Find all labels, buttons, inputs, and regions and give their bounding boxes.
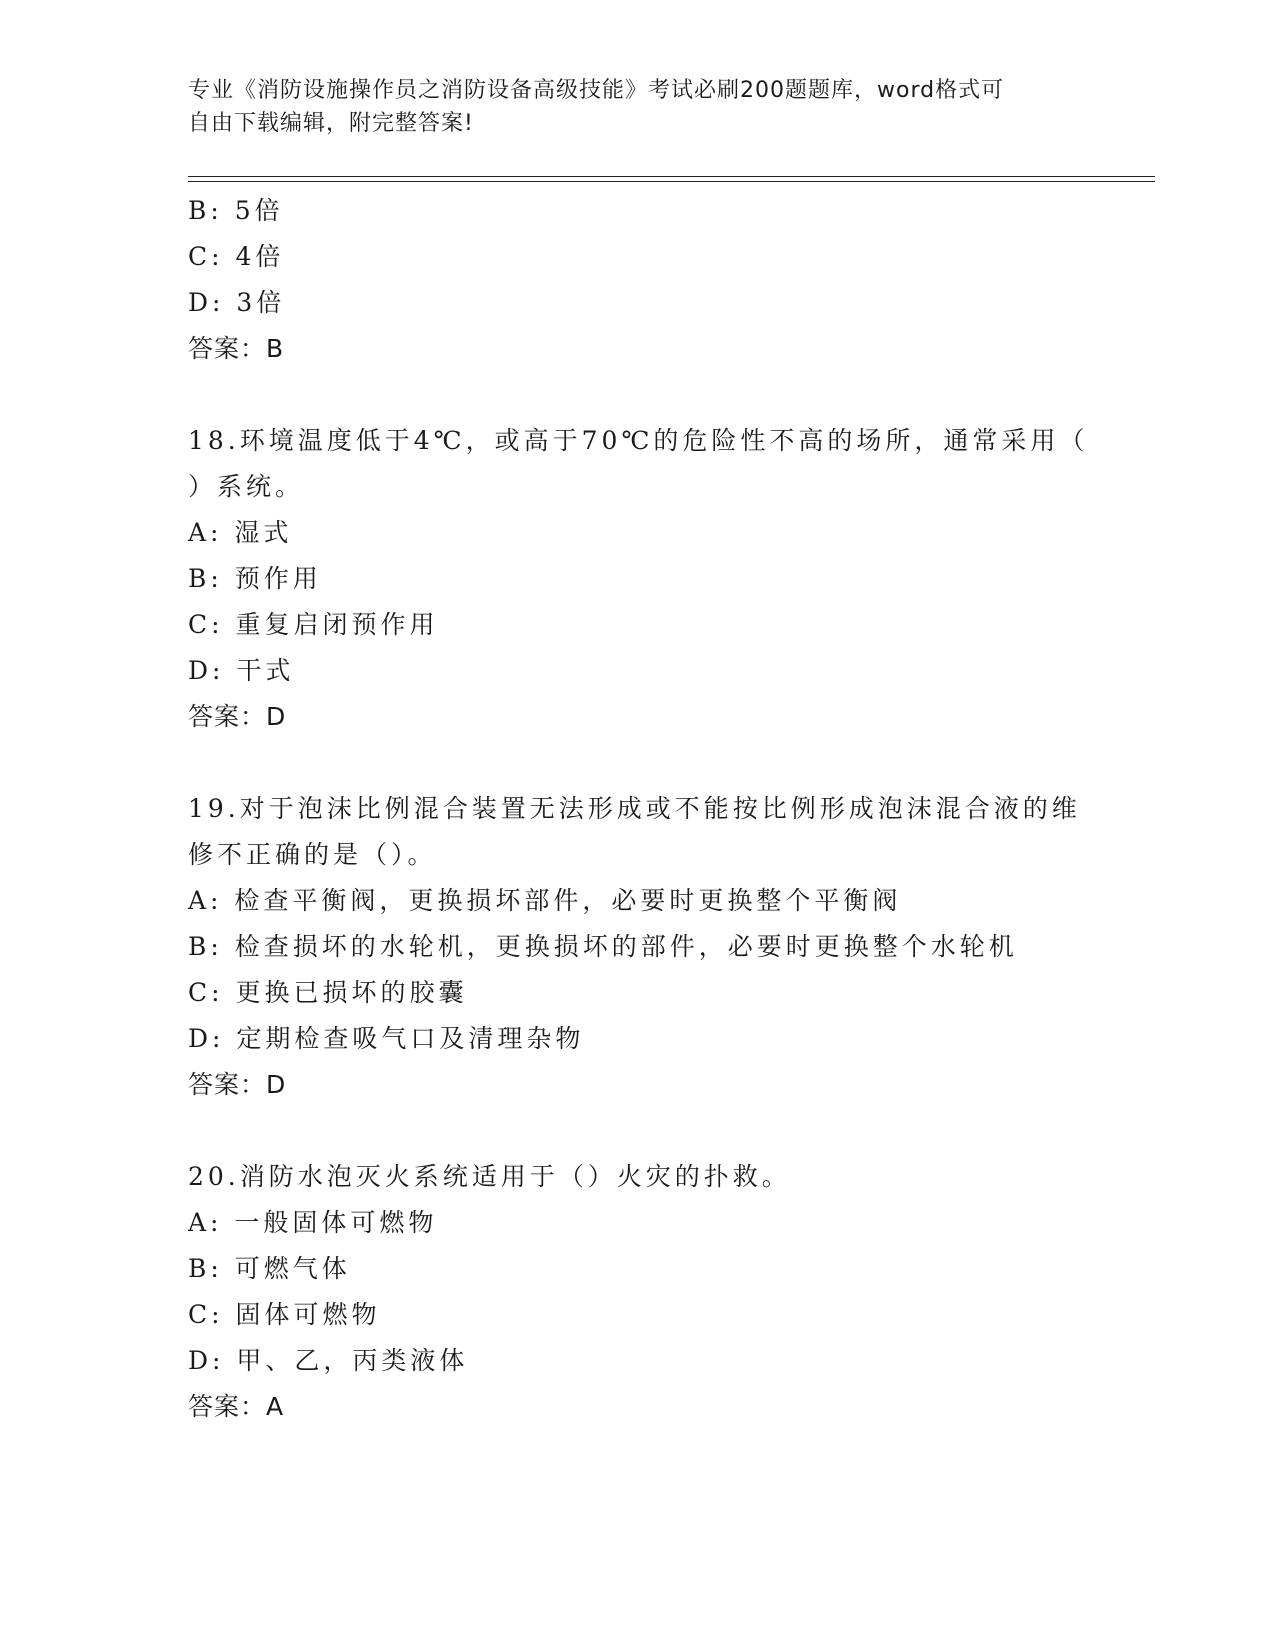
option-c: C: 固体可燃物: [188, 1300, 381, 1329]
question-text-line-1: 19.对于泡沫比例混合装置无法形成或不能按比例形成泡沫混合液的维: [188, 794, 1081, 823]
spacer: [188, 372, 1088, 418]
question-text-line-1: 18.环境温度低于4℃，或高于70℃的危险性不高的场所，通常采用（: [188, 426, 1089, 455]
option-b: B: 检查损坏的水轮机，更换损坏的部件，必要时更换整个水轮机: [188, 932, 1018, 961]
answer-line: 答案：D: [188, 1070, 287, 1099]
answer-line: 答案：B: [188, 334, 285, 363]
question-text-line-1: 20.消防水泡灭火系统适用于（）火灾的扑救。: [188, 1162, 791, 1191]
option-a: A: 检查平衡阀，更换损坏部件，必要时更换整个平衡阀: [188, 886, 902, 915]
option-a: A: 一般固体可燃物: [188, 1208, 438, 1237]
question-18: [188, 418, 1088, 740]
question-content: [188, 188, 1088, 1430]
header-divider-top: [188, 176, 1155, 177]
spacer: [188, 1108, 1088, 1154]
question-text-line-2: ）系统。: [188, 472, 305, 501]
question-text-line-2: 修不正确的是（）。: [188, 840, 437, 869]
option-c: C: 4倍: [188, 242, 285, 271]
document-header: [188, 74, 1068, 140]
question-20: [188, 1154, 1088, 1430]
question-17: [188, 188, 1088, 372]
option-a: A: 湿式: [188, 518, 293, 547]
question-19: [188, 786, 1088, 1108]
option-b: B: 可燃气体: [188, 1254, 351, 1283]
answer-line: 答案：A: [188, 1392, 285, 1421]
option-d: D: 定期检查吸气口及清理杂物: [188, 1024, 585, 1053]
option-d: D: 3倍: [188, 288, 286, 317]
option-b: B: 预作用: [188, 564, 322, 593]
answer-line: 答案：D: [188, 702, 287, 731]
header-divider-bottom: [188, 181, 1155, 182]
option-c: C: 更换已损坏的胶囊: [188, 978, 468, 1007]
option-d: D: 干式: [188, 656, 295, 685]
spacer: [188, 740, 1088, 786]
header-title-line-2: 自由下载编辑，附完整答案!: [188, 111, 474, 136]
option-c: C: 重复启闭预作用: [188, 610, 439, 639]
option-d: D: 甲、乙，丙类液体: [188, 1346, 469, 1375]
header-title-line-1: 专业《消防设施操作员之消防设备高级技能》考试必刷200题题库，word格式可: [188, 78, 1005, 103]
option-b: B: 5倍: [188, 196, 284, 225]
